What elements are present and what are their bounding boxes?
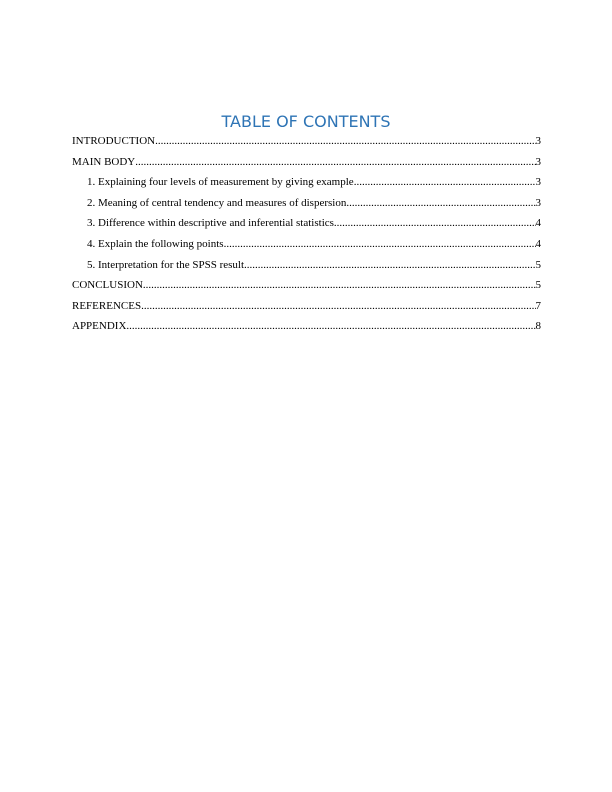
toc-entry-levels-of-measurement[interactable] <box>72 172 541 193</box>
toc-entry-page-number: 5 <box>535 258 541 271</box>
toc-title: TABLE OF CONTENTS <box>221 112 391 131</box>
toc-entry-page-number: 5 <box>535 279 541 292</box>
toc-dot-leader <box>334 213 536 234</box>
toc-entry-label: 4. Explain the following points <box>87 237 224 250</box>
toc-entry-appendix[interactable] <box>72 316 541 337</box>
toc-entry-page-number: 3 <box>535 196 541 209</box>
toc-entry-descriptive-inferential[interactable] <box>72 213 541 234</box>
toc-entry-label: 1. Explaining four levels of measurement by giving example <box>87 176 354 189</box>
toc-entry-page-number: 8 <box>535 320 541 333</box>
toc-entry-page-number: 7 <box>535 299 541 312</box>
toc-entry-conclusion[interactable] <box>72 275 541 296</box>
toc-entry-page-number: 3 <box>535 155 541 168</box>
toc-entry-label: 3. Difference within descriptive and inferential statistics <box>87 217 334 230</box>
toc-dot-leader <box>126 316 535 337</box>
toc-entry-introduction[interactable] <box>72 131 541 152</box>
toc-dot-leader <box>141 296 535 317</box>
toc-entry-explain-points[interactable] <box>72 234 541 255</box>
toc-list <box>72 131 541 337</box>
toc-entry-label: INTRODUCTION <box>72 135 156 147</box>
toc-entry-label: CONCLUSION <box>72 279 143 292</box>
toc-entry-main-body[interactable] <box>72 152 541 173</box>
toc-entry-label: 2. Meaning of central tendency and measures of dispersion <box>87 196 347 209</box>
toc-dot-leader <box>135 152 535 173</box>
toc-dot-leader <box>346 193 535 214</box>
toc-dot-leader <box>224 234 536 255</box>
toc-dot-leader <box>143 275 536 296</box>
toc-entry-label: 5. Interpretation for the SPSS result <box>87 258 245 271</box>
toc-entry-references[interactable] <box>72 296 541 317</box>
toc-entry-page-number: 4 <box>535 237 541 250</box>
toc-entry-label: MAIN BODY <box>72 155 136 168</box>
toc-entry-label: REFERENCES <box>72 299 142 312</box>
toc-entry-page-number: 3 <box>535 176 541 189</box>
toc-dot-leader <box>155 131 535 152</box>
toc-entry-spss-interpretation[interactable] <box>72 255 541 276</box>
toc-entry-page-number: 4 <box>535 217 541 230</box>
toc-dot-leader <box>244 255 535 276</box>
toc-entry-label: APPENDIX <box>72 320 127 333</box>
toc-dot-leader <box>354 172 536 193</box>
toc-entry-central-tendency[interactable] <box>72 193 541 214</box>
toc-entry-page-number: 3 <box>535 135 541 147</box>
